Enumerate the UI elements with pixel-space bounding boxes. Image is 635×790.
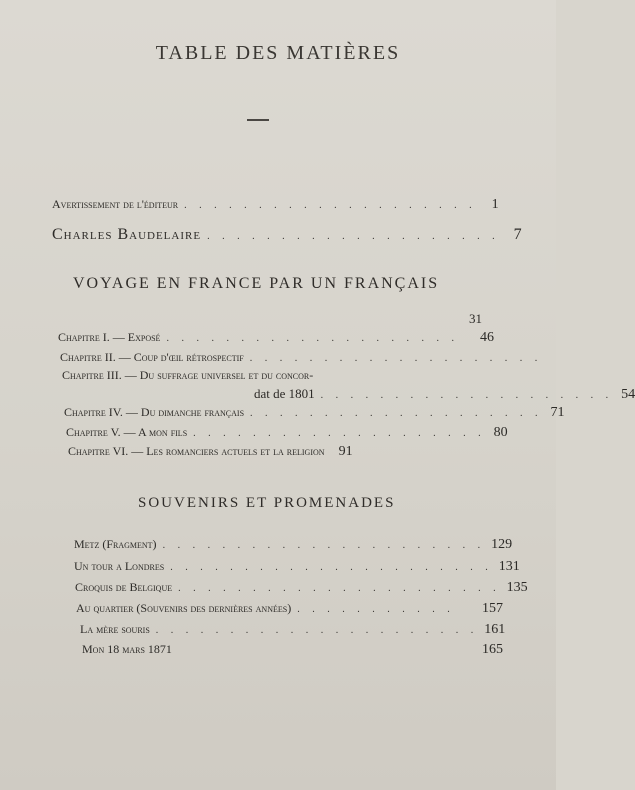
entry-label: Chapitre V. — A mon fils	[66, 425, 188, 439]
toc-entry-belgique	[75, 580, 528, 596]
leader-dots: . . . . . . . . . . . . . . . . . . . .	[207, 231, 500, 242]
entry-page: 54	[621, 387, 635, 402]
toc-entry-chapitre-3	[62, 368, 482, 383]
toc-entry-londres	[74, 559, 520, 575]
toc-entry-avertissement	[52, 197, 499, 213]
entry-label: Chapitre III. — Du suffrage universel et du concor-	[62, 368, 314, 382]
toc-entry-chapitre-5	[66, 425, 508, 441]
leader-dots: . . . . . . . . . . . . . . . . . . . . . .	[162, 540, 486, 551]
entry-label: Chapitre I. — Exposé	[58, 330, 161, 344]
entry-page: 131	[498, 559, 520, 574]
entry-label: Chapitre VI. — Les romanciers actuels et la religion	[68, 444, 325, 458]
toc-entry-18-mars	[82, 642, 503, 658]
entry-label: Chapitre II. — Coup d'œil rétrospectif	[60, 350, 244, 364]
entry-label: Au quartier (Souvenirs des dernières années)	[76, 601, 292, 615]
toc-entry-chapitre-6	[68, 444, 494, 460]
entry-page: 161	[484, 622, 506, 637]
toc-entry-chapitre-4	[64, 405, 565, 421]
entry-label: Metz (Fragment)	[74, 537, 157, 551]
entry-page: 165	[482, 642, 503, 657]
entry-label-continuation: dat de 1801	[254, 386, 315, 401]
entry-page: 1	[491, 197, 499, 212]
entry-page: 46	[480, 330, 494, 345]
toc-entry-baudelaire	[52, 226, 522, 244]
entry-label: Chapitre IV. — Du dimanche français	[64, 405, 245, 419]
title-divider	[247, 119, 269, 121]
entry-label: Croquis de Belgique	[75, 580, 173, 594]
entry-label: Avertissement de l'éditeur	[52, 197, 179, 211]
page-title: TABLE DES MATIÈRES	[155, 42, 401, 64]
leader-dots: . . . . . . . . . . . . . . . . . . . .	[193, 428, 486, 439]
entry-label: Mon 18 mars 1871	[82, 642, 172, 656]
toc-entry-metz	[74, 537, 513, 553]
leader-dots: . . . . . . . . . . . . . . . . . . . .	[320, 390, 614, 401]
leader-dots: . . . . . . . . . . . . . . . . . . . .	[249, 353, 543, 364]
toc-entry-chapitre-1	[58, 330, 494, 346]
section-heading-souvenirs: SOUVENIRS ET PROMENADES	[138, 495, 396, 511]
entry-label: La mère souris	[80, 622, 150, 636]
section-heading-voyage: VOYAGE EN FRANCE PAR UN FRANÇAIS	[73, 275, 440, 292]
leader-dots: . . . . . . . . . . . . . . . . . . . . . .	[170, 562, 493, 573]
entry-page: 91	[338, 444, 353, 459]
leader-dots: . . . . . . . . . . .	[297, 604, 455, 615]
entry-page: 71	[550, 405, 565, 420]
entry-page: 7	[513, 226, 522, 243]
leader-dots: . . . . . . . . . . . . . . . . . . . .	[250, 408, 543, 419]
leader-dots: . . . . . . . . . . . . . . . . . . . . . .	[155, 625, 479, 636]
toc-entry-quartier	[76, 601, 503, 617]
section-first-page: 31	[469, 311, 482, 326]
leader-dots: . . . . . . . . . . . . . . . . . . . . . .	[178, 583, 501, 594]
entry-page: 135	[506, 580, 528, 595]
toc-entry-mere-souris	[80, 622, 506, 638]
entry-page: 80	[493, 425, 508, 440]
toc-entry-chapitre-3-continuation	[254, 386, 635, 403]
entry-page: 129	[491, 537, 513, 552]
leader-dots: . . . . . . . . . . . . . . . . . . . .	[166, 333, 459, 344]
toc-entry-chapitre-2	[60, 350, 543, 365]
leader-dots: . . . . . . . . . . . . . . . . . . . .	[184, 200, 477, 211]
entry-page: 157	[482, 601, 503, 616]
entry-label: Un tour a Londres	[74, 559, 165, 573]
entry-label: Charles Baudelaire	[52, 226, 202, 243]
